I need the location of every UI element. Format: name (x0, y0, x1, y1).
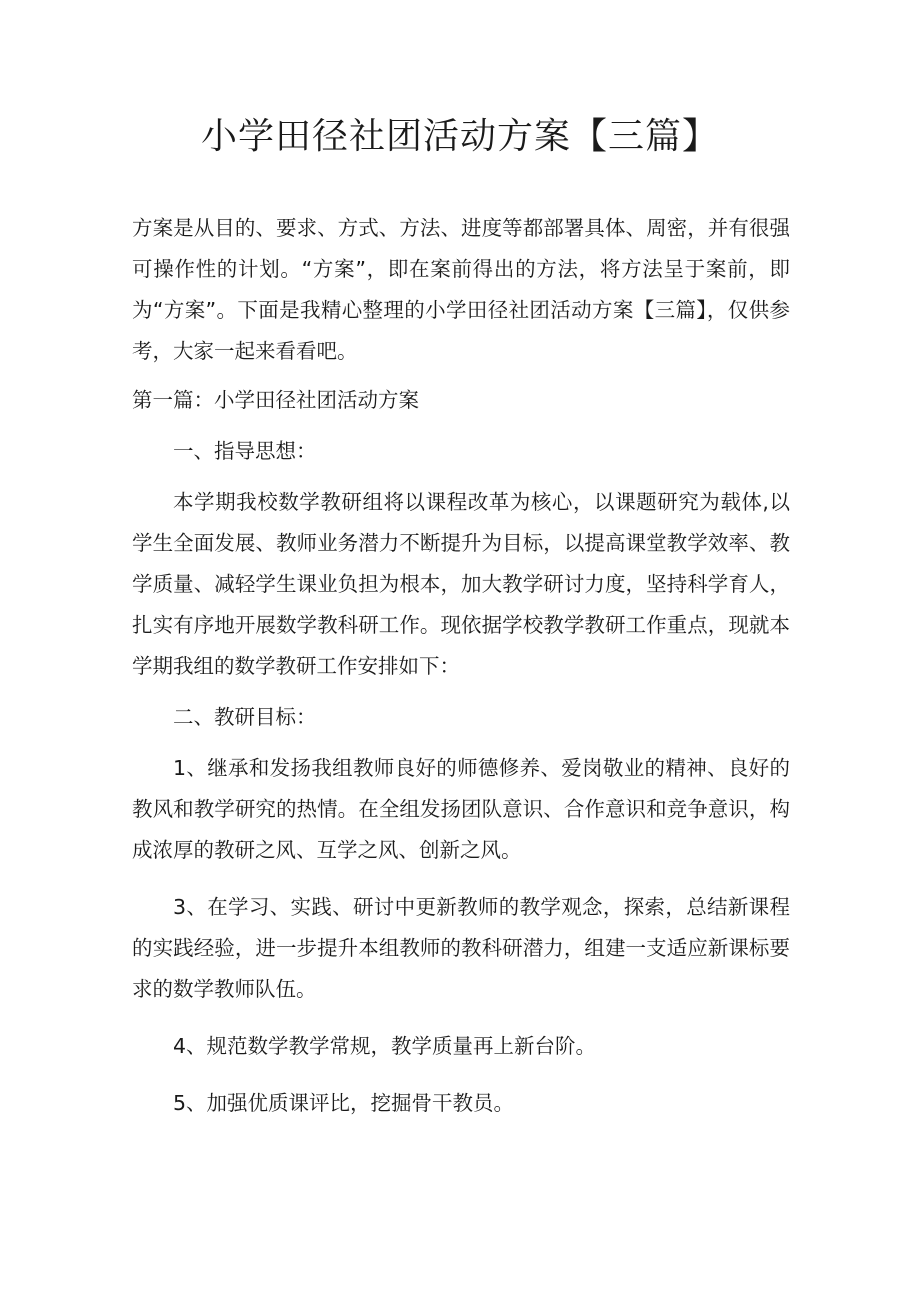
list-item-1: 1、继承和发扬我组教师良好的师德修养、爱岗敬业的精神、良好的教风和教学研究的热情。在全组发扬团队意识、合作意识和竞争意识，构成浓厚的教研之风、互学之风、创新之风。 (132, 756, 790, 862)
list-item-3: 3、在学习、实践、研讨中更新教师的教学观念，探索，总结新课程的实践经验，进一步提升本组教师的教科研潜力，组建一支适应新课标要求的数学教师队伍。 (132, 895, 790, 1001)
intro-paragraph: 方案是从目的、要求、方式、方法、进度等都部署具体、周密，并有很强可操作性的计划。“方案”，即在案前得出的方法，将方法呈于案前，即为“方案”。下面是我精心整理的小学田径社团活动方案【三篇】，仅供参考，大家一起来看看吧。 (132, 216, 790, 363)
list-item-5: 5、加强优质课评比，挖掘骨干教员。 (173, 1091, 515, 1115)
document-title: 小学田径社团活动方案【三篇】 (200, 116, 719, 157)
list-item-4: 4、规范数学教学常规，教学质量再上新台阶。 (173, 1034, 597, 1058)
section-heading: 第一篇：小学田径社团活动方案 (132, 388, 419, 412)
part1-heading: 一、指导思想： (173, 439, 317, 463)
document-body (132, 208, 790, 1124)
part1-body: 本学期我校数学教研组将以课程改革为核心，以课题研究为载体,以学生全面发展、教师业务潜力不断提升为目标，以提高课堂教学效率、教学质量、减轻学生课业负担为根本，加大教学研讨力度，坚持科学育人，扎实有序地开展数学教科研工作。现依据学校教学教研工作重点，现就本学期我组的数学教研工作安排如下： (132, 490, 790, 678)
part2-heading: 二、教研目标： (173, 705, 317, 729)
